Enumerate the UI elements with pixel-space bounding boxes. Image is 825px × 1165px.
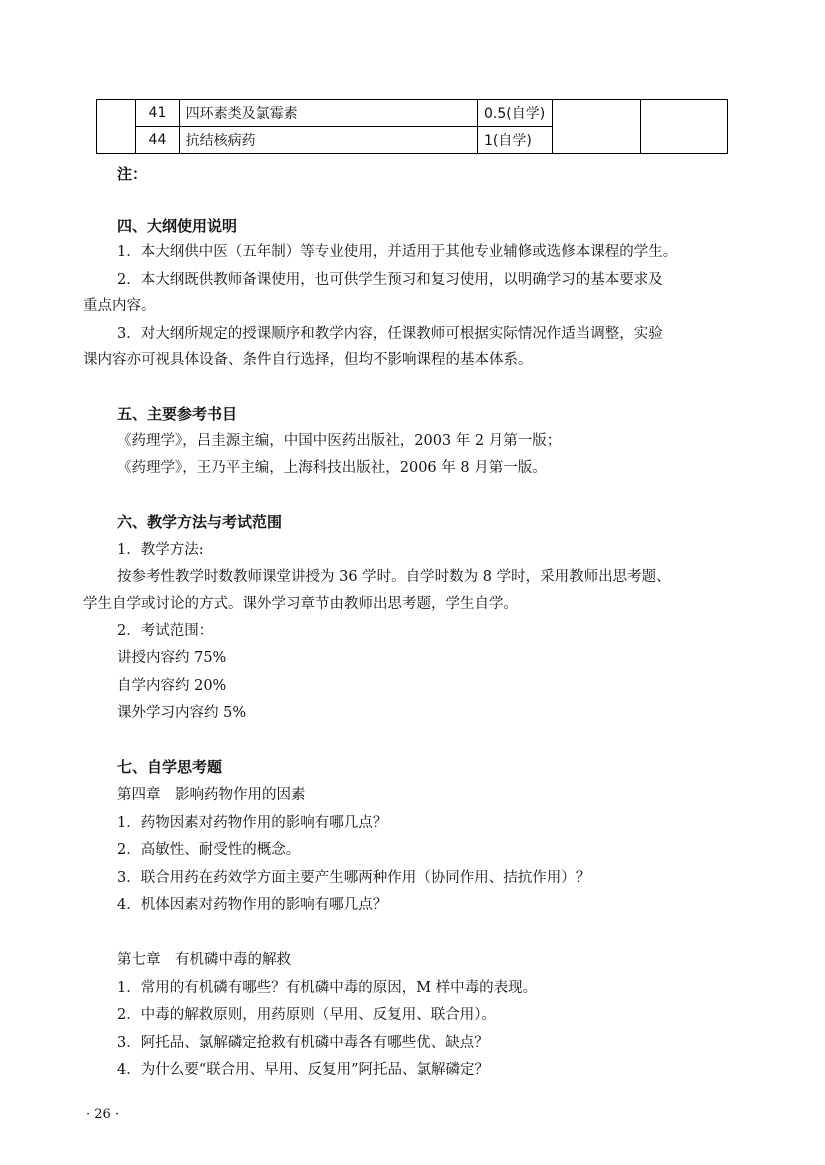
reference-item: 《药理学》，王乃平主编，上海科技出版社，2006 年 8 月第一版。 <box>117 460 547 476</box>
chapter-name: 抗结核病药 <box>179 127 477 154</box>
paragraph-line: 1．本大纲供中医（五年制）等专业使用，并适用于其他专业辅修或选修本课程的学生。 <box>117 244 678 260</box>
paragraph-line: 2．本大纲既供教师备课使用，也可供学生预习和复习使用，以明确学习的基本要求及 <box>117 272 663 288</box>
chapter-subheading: 第七章 有机磷中毒的解救 <box>117 952 291 968</box>
chapter-hours: 1(自学) <box>477 127 552 154</box>
page-number: · 26 · <box>86 1107 120 1122</box>
chapter-number: 44 <box>136 127 179 154</box>
question-item: 2．中毒的解救原则，用药原则（早用、反复用、联合用）。 <box>117 1007 496 1023</box>
paragraph-line: 按参考性教学时数教师课堂讲授为 36 学时。自学时数为 8 学时，采用教师出思考题、 <box>117 569 671 585</box>
paragraph-line: 讲授内容约 75% <box>117 650 227 666</box>
note-label: 注： <box>117 165 148 183</box>
paragraph-line: 课内容亦可视具体设备、条件自行选择，但均不影响课程的基本体系。 <box>83 352 533 368</box>
table-row <box>97 100 728 127</box>
reference-item: 《药理学》，吕圭源主编，中国中医药出版社，2003 年 2 月第一版； <box>117 433 562 449</box>
paragraph-line: 课外学习内容约 5% <box>117 705 247 721</box>
paragraph-line: 3．对大纲所规定的授课顺序和教学内容，任课教师可根据实际情况作适当调整，实验 <box>117 326 663 342</box>
table-cell-blank <box>641 100 728 154</box>
section-heading: 四、大纲使用说明 <box>117 217 238 235</box>
section-heading: 七、自学思考题 <box>117 758 223 776</box>
question-item: 4．机体因素对药物作用的影响有哪几点？ <box>117 897 388 913</box>
chapter-subheading: 第四章 影响药物作用的因素 <box>117 787 306 803</box>
paragraph-line: 学生自学或讨论的方式。课外学习章节由教师出思考题，学生自学。 <box>83 596 518 612</box>
question-item: 1．药物因素对药物作用的影响有哪几点？ <box>117 815 388 831</box>
question-item: 3．联合用药在药效学方面主要产生哪两种作用（协同作用、拮抗作用）？ <box>117 870 591 886</box>
syllabus-table <box>96 99 728 154</box>
chapter-number: 41 <box>136 100 179 127</box>
chapter-name: 四环素类及氯霉素 <box>179 100 477 127</box>
question-item: 2．高敏性、耐受性的概念。 <box>117 842 301 858</box>
paragraph-line: 重点内容。 <box>83 298 156 314</box>
question-item: 3．阿托品、氯解磷定抢救有机磷中毒各有哪些优、缺点？ <box>117 1035 489 1051</box>
chapter-hours: 0.5(自学) <box>477 100 552 127</box>
question-item: 4．为什么要“联合用、早用、反复用”阿托品、氯解磷定？ <box>117 1062 490 1078</box>
section-heading: 六、教学方法与考试范围 <box>117 513 283 531</box>
section-heading: 五、主要参考书目 <box>117 405 238 423</box>
paragraph-line: 自学内容约 20% <box>117 678 227 694</box>
paragraph-line: 2．考试范围： <box>117 623 214 639</box>
question-item: 1．常用的有机磷有哪些？有机磷中毒的原因，M 样中毒的表现。 <box>117 980 538 996</box>
table-cell-blank <box>97 100 136 154</box>
table-cell-blank <box>552 100 641 154</box>
paragraph-line: 1．教学方法: <box>117 542 204 558</box>
